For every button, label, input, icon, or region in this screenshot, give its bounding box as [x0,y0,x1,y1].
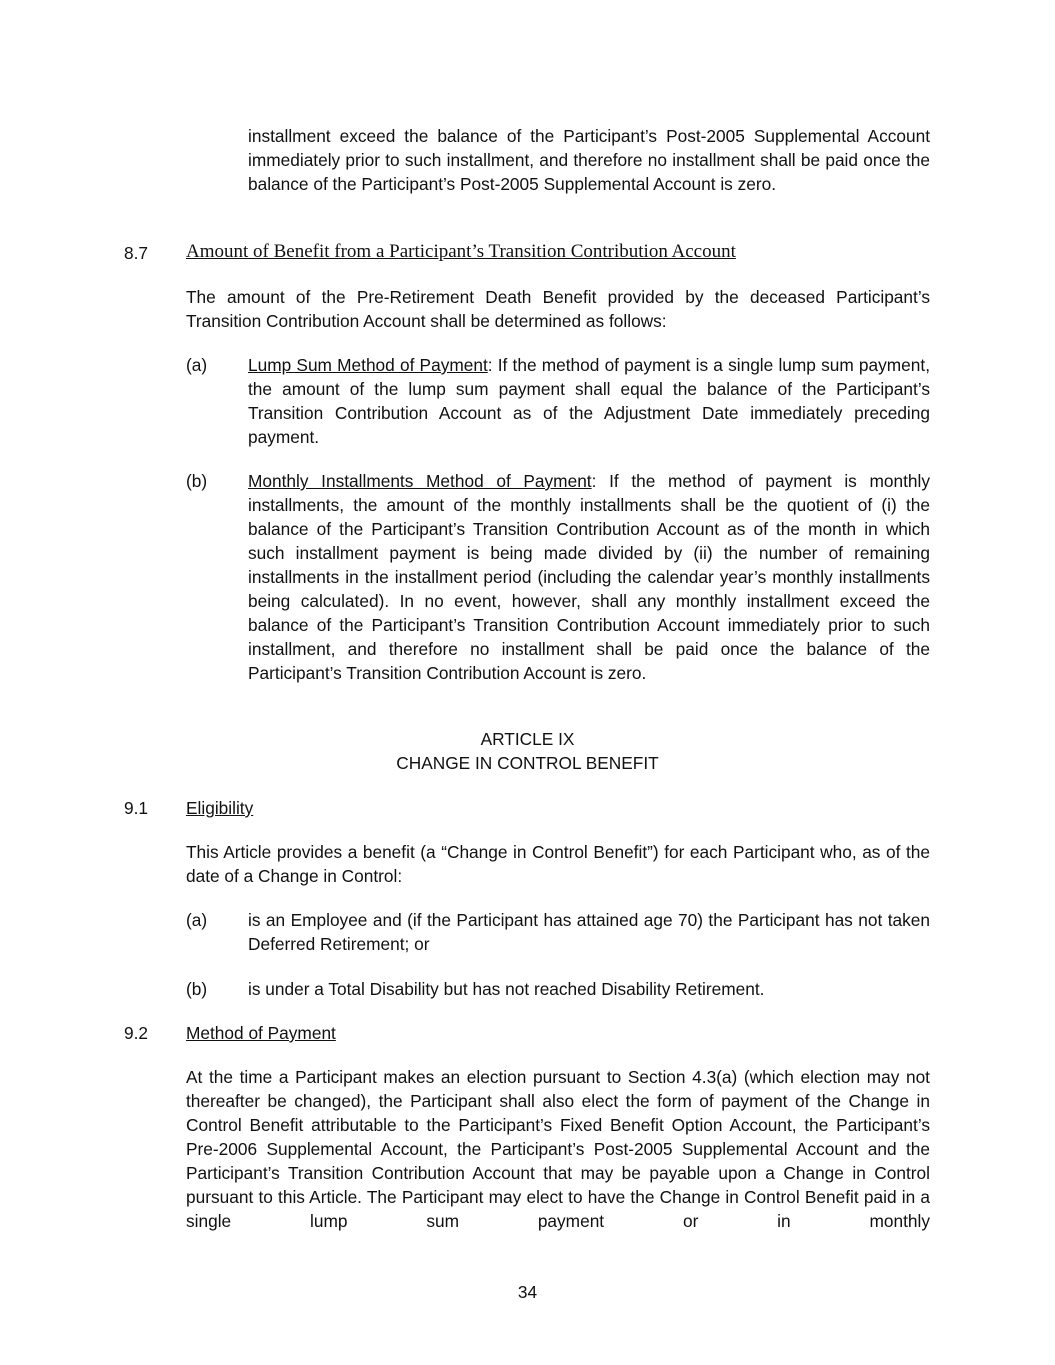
section-9-1-number: 9.1 [124,798,149,818]
section-9-1-intro: This Article provides a benefit (a “Change in Control Benefit”) for each Participant who, as of the date of a Change in Control: [186,842,930,886]
section-8-7-title: Amount of Benefit from a Participant’s Transition Contribution Account [186,241,736,262]
item-b-label: (b) [186,471,208,491]
item-a-label: (a) [186,355,208,375]
continuation-paragraph: installment exceed the balance of the Participant’s Post-2005 Supplemental Account immediately prior to such installment, and therefore no installment shall be paid once the balance of the Participant’s Post-2005 Supplemental Account is zero. [248,126,930,194]
eligibility-a-label: (a) [186,910,208,930]
item-b-text: : If the method of payment is monthly installments, the amount of the monthly installments shall be the quotient of (i) the balance of the Participant’s Transition Contribution Account as of the month in which such installment payment is being made divided by (ii) the number of remaining installments in the installment period (including the calendar year’s monthly installments being calculated). In no event, however, shall any monthly installment exceed the balance of the Participant’s Transition Contribution Account immediately prior to such installment, and therefore no installment shall be paid once the balance of the Participant’s Transition Contribution Account is zero. [248,471,930,683]
eligibility-b-label: (b) [186,979,208,999]
article-number: ARTICLE IX [480,729,575,749]
item-b-paragraph [248,469,930,685]
section-9-2-title: Method of Payment [186,1023,336,1043]
item-b-heading: Monthly Installments Method of Payment [248,471,592,491]
section-8-7-intro: The amount of the Pre-Retirement Death Benefit provided by the deceased Participant’s Transition Contribution Account shall be determined as follows: [186,287,930,331]
section-9-1-title: Eligibility [186,798,254,818]
section-9-2-text: At the time a Participant makes an election pursuant to Section 4.3(a) (which election may not thereafter be changed), the Participant shall also elect the form of payment of the Change in Control Benefit attributable to the Participant’s Fixed Benefit Option Account, the Participant’s Pre-2006 Supplemental Account, the Participant’s Post-2005 Supplemental Account and the Participant’s Transition Contribution Account that may be payable upon a Change in Control pursuant to this Article. The Participant may elect to have the Change in Control Benefit paid in a single lump sum payment or in monthly [186,1067,930,1231]
article-title: CHANGE IN CONTROL BENEFIT [396,753,659,773]
item-a-paragraph [248,353,930,449]
eligibility-a-text: is an Employee and (if the Participant has attained age 70) the Participant has not taken Deferred Retirement; or [248,910,930,954]
item-a-heading: Lump Sum Method of Payment [248,355,488,375]
item-a-text: : If the method of payment is a single lump sum payment, the amount of the lump sum payment shall equal the balance of the Participant’s Transition Contribution Account as of the Adjustment Date immediately preceding payment. [248,355,930,447]
section-9-2-number: 9.2 [124,1023,149,1043]
section-8-7-number: 8.7 [124,243,149,263]
page-number: 34 [517,1282,538,1302]
eligibility-b-text: is under a Total Disability but has not reached Disability Retirement. [248,979,765,999]
